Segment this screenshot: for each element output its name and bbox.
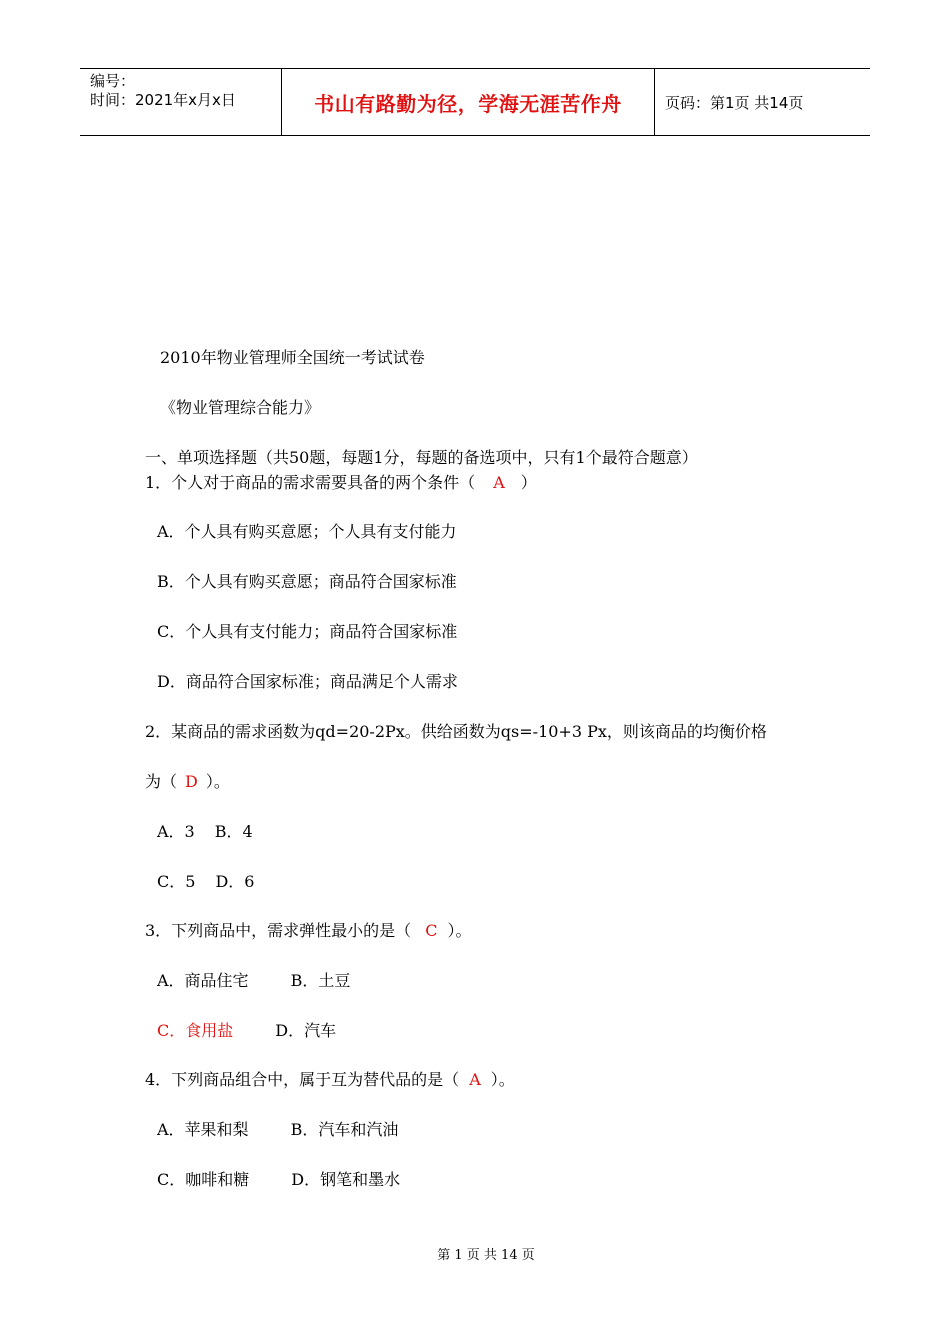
question-2-options-row2	[157, 872, 254, 892]
question-3-option-b: B．土豆	[290, 971, 351, 990]
question-4-option-c: C．咖啡和糖	[157, 1170, 250, 1189]
number-label: 编号：	[90, 72, 136, 90]
question-1-option-c: C．个人具有支付能力；商品符合国家标准	[157, 622, 458, 641]
question-1-option-d: D．商品符合国家标准；商品满足个人需求	[157, 672, 458, 691]
question-3-text: 3．下列商品中，需求弹性最小的是（	[145, 921, 412, 940]
question-2-stem-line2	[145, 772, 230, 792]
question-1-stem	[145, 473, 537, 493]
question-1-answer: A	[493, 473, 505, 492]
section-heading: 一、单项选择题（共50题，每题1分，每题的备选项中，只有1个最符合题意）	[145, 448, 698, 467]
question-2-text: 为（	[145, 772, 178, 791]
document-header	[80, 68, 870, 136]
question-4-close: ）。	[490, 1070, 515, 1089]
question-4-options-row2	[157, 1170, 400, 1190]
question-4-option-a: A．苹果和梨	[157, 1120, 249, 1139]
question-3-option-d: D．汽车	[275, 1021, 337, 1040]
question-2-answer: D	[185, 772, 198, 791]
question-2-close: ）。	[205, 772, 230, 791]
question-3-options-row2	[157, 1021, 336, 1041]
question-3-option-a: A．商品住宅	[157, 971, 249, 990]
question-2-option-b: B．4	[214, 822, 253, 841]
question-3-answer: C	[425, 921, 438, 940]
document-title: 2010年物业管理师全国统一考试试卷	[160, 348, 425, 367]
question-2-stem-line1: 2．某商品的需求函数为qd=20-2Px。供给函数为qs=-10+3 Px，则该商品的均衡价格	[145, 722, 767, 741]
header-motto-cell	[282, 69, 655, 135]
question-2-options-row1	[157, 822, 253, 842]
page-info: 页码：第1页 共14页	[665, 93, 804, 112]
page-footer: 第 1 页 共 14 页	[437, 1248, 535, 1263]
question-1-option-a: A．个人具有购买意愿；个人具有支付能力	[157, 522, 457, 541]
time-label: 时间：2021年x月x日	[90, 91, 236, 109]
document-subtitle: 《物业管理综合能力》	[160, 398, 321, 417]
question-4-option-b: B．汽车和汽油	[290, 1120, 399, 1139]
header-page-cell	[655, 69, 870, 135]
question-4-stem	[145, 1070, 515, 1090]
question-2-option-d: D．6	[215, 872, 255, 891]
question-1-close: ）	[520, 473, 537, 492]
question-1-option-b: B．个人具有购买意愿；商品符合国家标准	[157, 572, 457, 591]
question-3-options-row1	[157, 971, 350, 991]
question-3-option-c: C．食用盐	[157, 1021, 234, 1040]
question-4-option-d: D．钢笔和墨水	[291, 1170, 401, 1189]
question-2-option-a: A．3	[157, 822, 195, 841]
question-3-stem	[145, 921, 471, 941]
question-2-option-c: C．5	[157, 872, 196, 891]
question-4-text: 4．下列商品组合中，属于互为替代品的是（	[145, 1070, 460, 1089]
header-meta-cell	[80, 69, 282, 135]
question-3-close: ）。	[447, 921, 472, 940]
question-4-answer: A	[469, 1070, 481, 1089]
question-4-options-row1	[157, 1120, 398, 1140]
question-1-text: 1．个人对于商品的需求需要具备的两个条件（	[145, 473, 476, 492]
motto-text: 书山有路勤为径，学海无涯苦作舟	[314, 91, 622, 116]
